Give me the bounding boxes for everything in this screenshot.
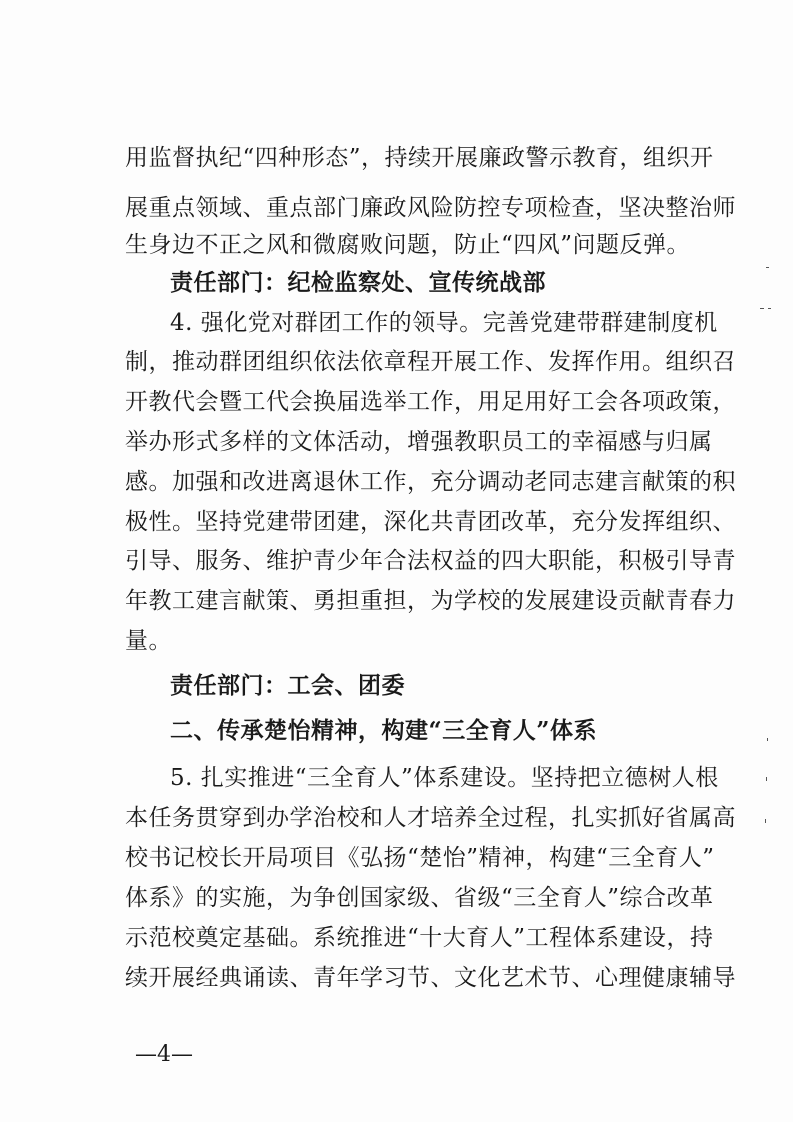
body-text-line: 制，推动群团组织依法依章程开展工作、发挥作用。组织召 [125, 349, 736, 375]
responsible-department-heading: 责任部门：纪检监察处、宣传统战部 [170, 269, 546, 296]
scan-speck [760, 308, 764, 309]
body-text-line: 极性。坚持党建带团建，深化共青团改革，充分发挥组织、 [125, 509, 736, 535]
body-text-line: 年教工建言献策、勇担重担，为学校的发展建设贡献青春力 [125, 588, 736, 614]
body-text-line: 引导、服务、维护青少年合法权益的四大职能，积极引导青 [125, 548, 736, 574]
body-text-line: 校书记校长开局项目《弘扬“楚怡”精神，构建“三全育人” [125, 845, 715, 871]
scan-speck [766, 777, 767, 781]
responsible-department-heading: 责任部门：工会、团委 [170, 672, 405, 699]
body-text-line: 体系》的实施，为争创国家级、省级“三全育人”综合改革 [125, 885, 714, 911]
body-text-line: 本任务贯穿到办学治校和人才培养全过程，扎实抓好省属高 [125, 805, 736, 831]
body-text-line: 开教代会暨工代会换届选举工作，用足用好工会各项政策， [125, 389, 736, 415]
scan-speck [766, 267, 769, 268]
body-text-line: 量。 [125, 628, 172, 654]
body-text-line: 用监督执纪“四种形态”，持续开展廉政警示教育，组织开 [125, 145, 714, 171]
body-text-line: 展重点领域、重点部门廉政风险防控专项检查，坚决整治师 [125, 195, 736, 221]
body-text-line: 举办形式多样的文体活动，增强教职员工的幸福感与归属 [125, 429, 713, 455]
scan-speck [765, 819, 766, 823]
body-text-line: 示范校奠定基础。系统推进“十大育人”工程体系建设，持 [125, 925, 714, 951]
body-text-line: 生身边不正之风和微腐败问题，防止“四风”问题反弹。 [125, 232, 691, 258]
body-text-line: 感。加强和改进离退休工作，充分调动老同志建言献策的积 [125, 469, 736, 495]
section-item-heading: 4. 强化党对群团工作的领导。完善党建带群建制度机 [170, 310, 718, 336]
section-heading: 二、传承楚怡精神，构建“三全育人”体系 [170, 717, 597, 744]
scan-speck [767, 738, 768, 741]
scan-speck [768, 308, 771, 309]
page-number: —4— [135, 1042, 193, 1067]
section-item-heading: 5. 扎实推进“三全育人”体系建设。坚持把立德树人根 [170, 765, 719, 791]
body-text-line: 续开展经典诵读、青年学习节、文化艺术节、心理健康辅导 [125, 965, 736, 991]
